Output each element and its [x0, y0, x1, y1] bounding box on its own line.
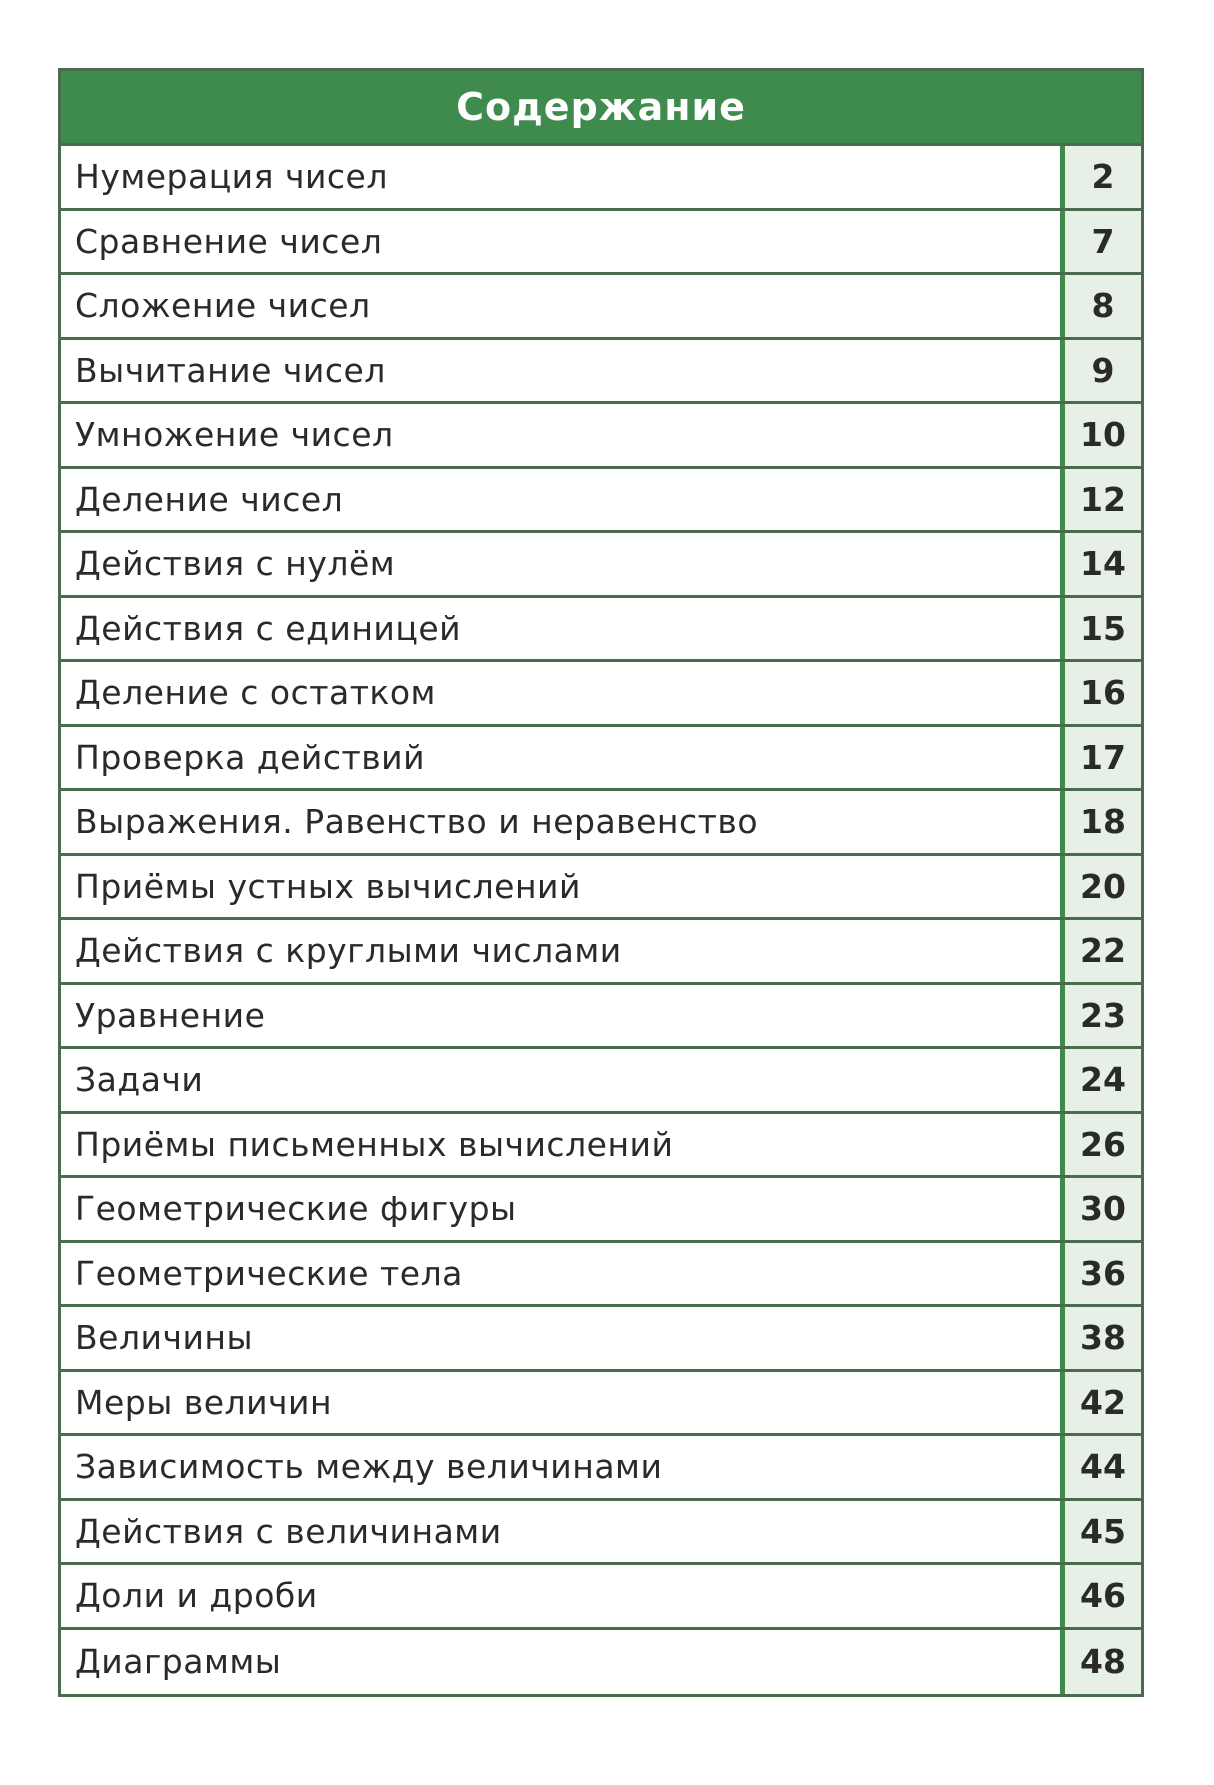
toc-row[interactable] [61, 404, 1141, 469]
toc-item-page-number: 18 [1065, 791, 1141, 853]
toc-item-page-number: 45 [1065, 1501, 1141, 1563]
toc-item-page-number: 22 [1065, 920, 1141, 982]
toc-item-label: Меры величин [61, 1372, 1065, 1434]
toc-row[interactable] [61, 533, 1141, 598]
toc-item-page-number: 7 [1065, 211, 1141, 273]
toc-item-label: Проверка действий [61, 727, 1065, 789]
toc-row[interactable] [61, 1243, 1141, 1308]
toc-row[interactable] [61, 598, 1141, 663]
toc-item-label: Сложение чисел [61, 275, 1065, 337]
toc-row[interactable] [61, 1307, 1141, 1372]
toc-item-label: Выражения. Равенство и неравенство [61, 791, 1065, 853]
table-of-contents [58, 68, 1144, 1697]
toc-item-page-number: 14 [1065, 533, 1141, 595]
toc-rows [61, 146, 1141, 1694]
toc-item-page-number: 24 [1065, 1049, 1141, 1111]
toc-item-page-number: 10 [1065, 404, 1141, 466]
toc-row[interactable] [61, 1501, 1141, 1566]
toc-item-page-number: 48 [1065, 1630, 1141, 1695]
toc-row[interactable] [61, 275, 1141, 340]
toc-row[interactable] [61, 1630, 1141, 1695]
toc-item-label: Геометрические тела [61, 1243, 1065, 1305]
toc-item-label: Приёмы письменных вычислений [61, 1114, 1065, 1176]
toc-item-label: Деление чисел [61, 469, 1065, 531]
toc-item-label: Действия с нулём [61, 533, 1065, 595]
toc-header [61, 71, 1141, 146]
toc-row[interactable] [61, 1049, 1141, 1114]
toc-item-page-number: 16 [1065, 662, 1141, 724]
toc-row[interactable] [61, 340, 1141, 405]
toc-item-label: Действия с единицей [61, 598, 1065, 660]
toc-row[interactable] [61, 662, 1141, 727]
toc-row[interactable] [61, 1565, 1141, 1630]
toc-title: Содержание [456, 85, 746, 129]
toc-item-page-number: 9 [1065, 340, 1141, 402]
toc-item-label: Доли и дроби [61, 1565, 1065, 1627]
toc-row[interactable] [61, 1178, 1141, 1243]
toc-item-page-number: 38 [1065, 1307, 1141, 1369]
toc-row[interactable] [61, 1436, 1141, 1501]
toc-row[interactable] [61, 1114, 1141, 1179]
toc-row[interactable] [61, 1372, 1141, 1437]
toc-row[interactable] [61, 727, 1141, 792]
toc-item-label: Приёмы устных вычислений [61, 856, 1065, 918]
toc-item-label: Действия с величинами [61, 1501, 1065, 1563]
toc-item-page-number: 8 [1065, 275, 1141, 337]
toc-item-label: Нумерация чисел [61, 146, 1065, 208]
toc-item-label: Геометрические фигуры [61, 1178, 1065, 1240]
toc-item-label: Вычитание чисел [61, 340, 1065, 402]
toc-item-label: Зависимость между величинами [61, 1436, 1065, 1498]
toc-item-label: Сравнение чисел [61, 211, 1065, 273]
toc-item-label: Диаграммы [61, 1630, 1065, 1695]
toc-item-label: Уравнение [61, 985, 1065, 1047]
toc-item-label: Действия с круглыми числами [61, 920, 1065, 982]
toc-row[interactable] [61, 791, 1141, 856]
toc-item-label: Умножение чисел [61, 404, 1065, 466]
toc-item-label: Деление с остатком [61, 662, 1065, 724]
toc-item-page-number: 44 [1065, 1436, 1141, 1498]
toc-row[interactable] [61, 211, 1141, 276]
toc-row[interactable] [61, 856, 1141, 921]
toc-item-label: Величины [61, 1307, 1065, 1369]
toc-item-page-number: 26 [1065, 1114, 1141, 1176]
toc-item-page-number: 20 [1065, 856, 1141, 918]
toc-row[interactable] [61, 146, 1141, 211]
toc-item-page-number: 46 [1065, 1565, 1141, 1627]
toc-item-page-number: 42 [1065, 1372, 1141, 1434]
toc-item-page-number: 2 [1065, 146, 1141, 208]
toc-item-page-number: 17 [1065, 727, 1141, 789]
toc-item-page-number: 12 [1065, 469, 1141, 531]
toc-item-label: Задачи [61, 1049, 1065, 1111]
toc-item-page-number: 36 [1065, 1243, 1141, 1305]
toc-item-page-number: 23 [1065, 985, 1141, 1047]
toc-item-page-number: 15 [1065, 598, 1141, 660]
toc-row[interactable] [61, 985, 1141, 1050]
toc-item-page-number: 30 [1065, 1178, 1141, 1240]
toc-row[interactable] [61, 920, 1141, 985]
toc-row[interactable] [61, 469, 1141, 534]
